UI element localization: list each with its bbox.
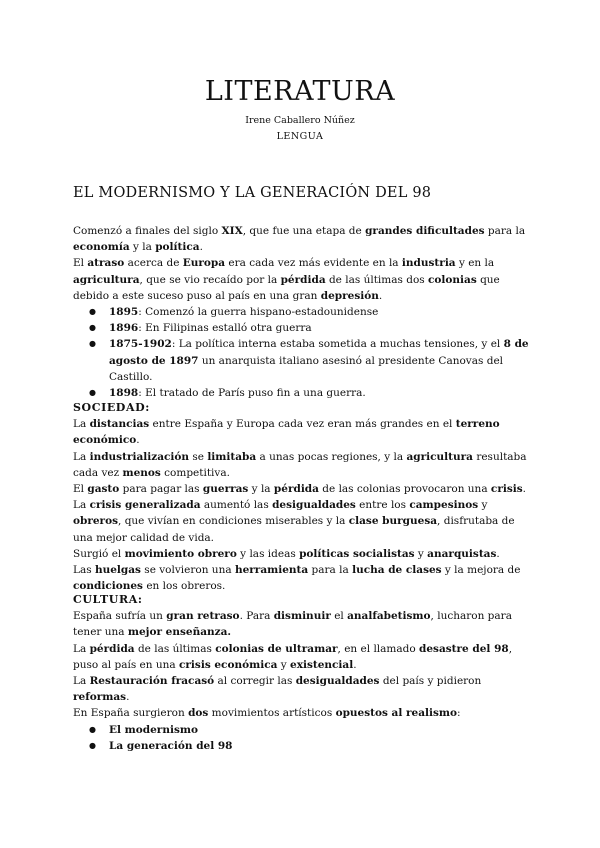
- text: resultaba cada vez: [73, 450, 527, 479]
- text: de las últimas: [134, 642, 216, 655]
- text: .: [353, 658, 357, 671]
- text: que debido a este suceso puso al país en una gran: [73, 273, 500, 302]
- sociedad-heading: SOCIEDAD:: [73, 401, 150, 414]
- paragraph: [73, 416, 533, 448]
- bold-text: crisis: [490, 483, 523, 496]
- bold-text: herramienta: [234, 564, 309, 577]
- bold-text: depresión: [320, 289, 379, 302]
- bold-text: 1875-1902: [109, 338, 172, 351]
- text: el: [330, 610, 348, 623]
- bold-text: 1895: [109, 306, 139, 319]
- text: , en el llamado: [337, 642, 420, 655]
- text: Comenzó a finales del siglo: [73, 225, 222, 237]
- bold-text: industria: [401, 257, 456, 270]
- bold-text: movimiento obrero: [124, 547, 237, 560]
- bold-text: mejor enseñanza.: [127, 626, 232, 639]
- bold-text: políticas socialistas: [299, 547, 415, 560]
- bold-text: 1896: [109, 322, 139, 335]
- text: , que se vio recaído por la: [139, 273, 281, 286]
- text: El: [73, 257, 88, 270]
- intro-paragraph: [73, 223, 533, 255]
- text: .: [126, 691, 130, 704]
- text: La: [73, 675, 90, 688]
- text: acerca de: [124, 257, 183, 270]
- text: competitiva.: [160, 466, 230, 479]
- text: : La política interna estaba sometida a muchas tensiones, y el: [171, 338, 504, 351]
- text: La: [73, 418, 90, 431]
- text: , lucharon para tener una: [73, 610, 512, 639]
- text: para pagar las: [119, 483, 203, 496]
- bold-text: XIX: [221, 225, 243, 237]
- text: y la: [248, 483, 274, 496]
- text: El: [73, 483, 88, 496]
- bold-text: crisis económica: [179, 658, 278, 671]
- bold-text: atraso: [87, 257, 125, 270]
- text: se volvieron una: [140, 564, 235, 577]
- text: .: [496, 547, 500, 560]
- paragraph: [73, 546, 533, 562]
- paragraph: [73, 497, 533, 546]
- text: .: [378, 289, 383, 302]
- bullet-item: [73, 385, 533, 401]
- text: Surgió el: [73, 547, 125, 560]
- cultura-heading: CULTURA:: [73, 593, 143, 606]
- bold-text: agricultura: [406, 450, 473, 463]
- bold-text: colonias: [428, 273, 477, 286]
- text: para la: [308, 564, 353, 577]
- text: : Comenzó la guerra hispano-estadounidense: [138, 306, 379, 319]
- paragraph: [73, 481, 533, 497]
- text: un anarquista italiano asesinó al presidente Canovas del Castillo.: [109, 354, 504, 383]
- bold-text: industrialización: [89, 450, 190, 463]
- bold-text: pérdida: [280, 273, 326, 286]
- bold-text: dos: [188, 707, 209, 720]
- bullet-item: [73, 320, 533, 336]
- intro-block: [73, 223, 533, 401]
- paragraph: [73, 641, 533, 673]
- bold-text: menos: [122, 466, 161, 479]
- bold-text: reformas: [73, 691, 127, 704]
- bold-text: grandes dificultades: [365, 225, 485, 237]
- bold-text: gasto: [87, 483, 120, 496]
- text: .: [136, 434, 140, 447]
- timeline-list: [73, 304, 533, 401]
- bold-text: opuestos al realismo: [335, 707, 458, 720]
- bold-text: desigualdades: [295, 675, 380, 688]
- text: La: [73, 450, 90, 463]
- text: de las colonias provocaron una: [318, 483, 491, 496]
- bold-text: La generación del 98: [109, 739, 233, 752]
- text: , puso al país en una: [73, 642, 513, 671]
- text: y la: [129, 241, 156, 254]
- document-title: LITERATURA: [204, 76, 396, 107]
- bold-text: huelgas: [94, 564, 141, 577]
- bold-text: economía: [73, 241, 130, 254]
- text: y las ideas: [236, 547, 300, 560]
- text: La: [73, 642, 90, 655]
- text: entre los: [355, 499, 410, 512]
- text: .: [199, 241, 203, 254]
- bold-text: limitaba: [207, 450, 257, 463]
- bold-text: disminuir: [273, 610, 331, 623]
- text: y: [277, 658, 291, 671]
- text: y: [478, 499, 488, 512]
- text: y la mejora de: [441, 564, 521, 577]
- paragraph: [73, 705, 533, 721]
- text: , que vivían en condiciones miserables y la: [118, 515, 349, 528]
- bold-text: analfabetismo: [347, 610, 431, 623]
- paragraph: [73, 673, 533, 705]
- bullet-item: [73, 722, 533, 738]
- text: en los obreros.: [142, 580, 226, 593]
- section-heading: EL MODERNISMO Y LA GENERACIÓN DEL 98: [73, 185, 432, 201]
- text: , que fue una etapa de: [242, 225, 366, 237]
- text: del país y pidieron: [379, 675, 482, 688]
- text: , disfrutaba de una mejor calidad de vida.: [73, 515, 515, 544]
- bold-text: lucha de clases: [352, 564, 442, 577]
- text: y: [414, 547, 428, 560]
- text: se: [189, 450, 208, 463]
- bullet-item: [73, 304, 533, 320]
- movements-list: [73, 722, 533, 754]
- paragraph: [73, 449, 533, 481]
- bold-text: terreno económico: [73, 418, 500, 447]
- text: En España surgieron: [73, 707, 189, 720]
- text: y en la: [455, 257, 495, 270]
- sociedad-block: [73, 400, 533, 594]
- bold-text: desastre del 98: [419, 642, 509, 655]
- bold-text: condiciones: [73, 580, 143, 593]
- paragraph: [73, 608, 533, 640]
- text: de las últimas dos: [325, 273, 428, 286]
- text: : El tratado de París puso fin a una guerra.: [138, 387, 366, 400]
- paragraph: [73, 562, 533, 594]
- bold-text: colonias de ultramar: [215, 642, 338, 655]
- bold-text: existencial: [290, 658, 354, 671]
- subject-name: LENGUA: [276, 131, 324, 142]
- sociedad-paragraphs: [73, 416, 533, 594]
- bold-text: agricultura: [73, 273, 140, 286]
- text: movimientos artísticos: [208, 707, 336, 720]
- text: .: [522, 483, 526, 496]
- text: :: [457, 707, 461, 720]
- text: entre España y Europa cada vez eran más grandes en el: [149, 418, 456, 431]
- bold-text: campesinos: [409, 499, 479, 512]
- bold-text: El modernismo: [109, 723, 198, 736]
- bold-text: Restauración fracasó: [89, 675, 215, 688]
- text: Las: [73, 564, 95, 577]
- intro-paragraph: [73, 255, 533, 304]
- text: al corregir las: [214, 675, 296, 688]
- text: . Para: [239, 610, 274, 623]
- bold-text: anarquistas: [427, 547, 497, 560]
- text: para la: [484, 225, 526, 237]
- cultura-paragraphs: [73, 608, 533, 721]
- bold-text: pérdida: [89, 642, 135, 655]
- bold-text: 1898: [109, 387, 139, 400]
- text: : En Filipinas estalló otra guerra: [138, 322, 312, 335]
- bold-text: Europa: [182, 257, 226, 270]
- bold-text: gran retraso: [166, 610, 240, 623]
- bold-text: pérdida: [273, 483, 319, 496]
- text: a unas pocas regiones, y la: [256, 450, 407, 463]
- text: era cada vez más evidente en la: [225, 257, 402, 270]
- bullet-item: [73, 336, 533, 385]
- author-name: Irene Caballero Núñez: [245, 115, 355, 126]
- text: aumentó las: [200, 499, 273, 512]
- bold-text: clase burguesa: [348, 515, 438, 528]
- bold-text: obreros: [73, 515, 119, 528]
- text: España sufría un: [73, 610, 167, 623]
- bold-text: crisis generalizada: [89, 499, 201, 512]
- bold-text: desigualdades: [272, 499, 356, 512]
- bold-text: guerras: [202, 483, 249, 496]
- text: La: [73, 499, 90, 512]
- bold-text: distancias: [89, 418, 150, 431]
- bold-text: política: [155, 241, 200, 254]
- cultura-block: [73, 592, 533, 754]
- bold-text: 8 de agosto de 1897: [109, 338, 529, 367]
- bullet-item: [73, 738, 533, 754]
